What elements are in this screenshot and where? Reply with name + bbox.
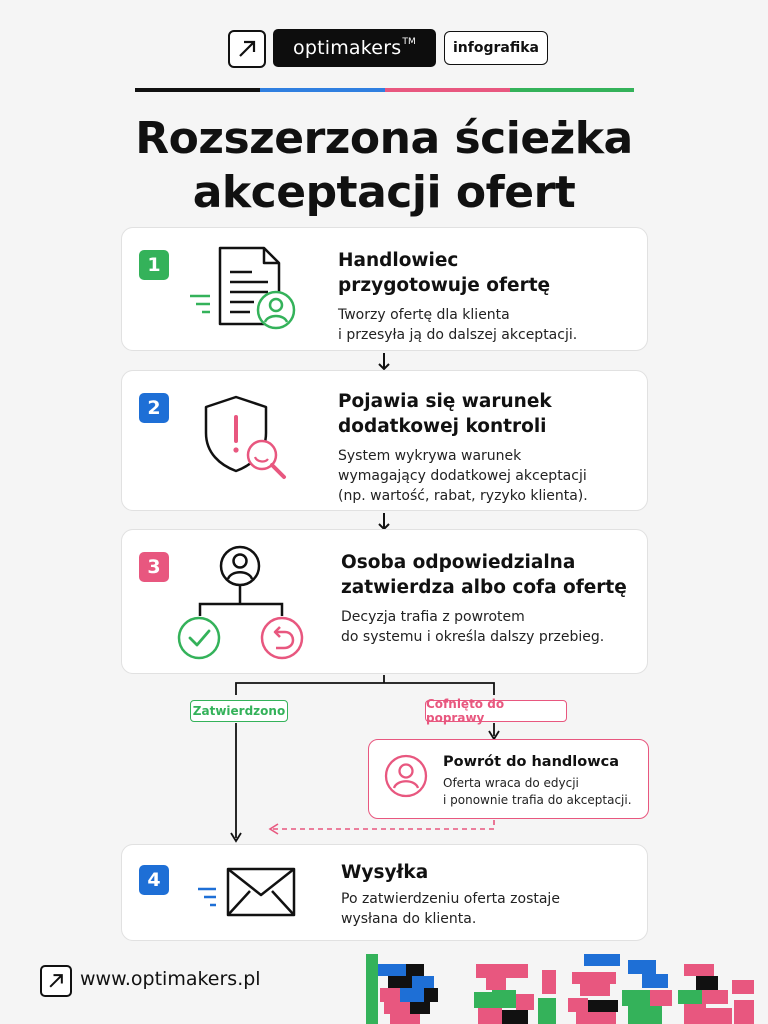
- step-card-4: [121, 844, 648, 941]
- category-tag: infografika: [444, 31, 548, 65]
- step-title-1-line-2: przygotowuje ofertę: [338, 275, 551, 296]
- step-desc-2-line-2: wymagający dodatkowej akceptacji: [338, 468, 587, 484]
- pixel-pattern-decoration: [366, 950, 754, 1024]
- step-desc-3-line-2: do systemu i określa dalszy przebieg.: [341, 629, 605, 645]
- return-card-desc-line-1: Oferta wraca do edycji: [443, 776, 579, 790]
- return-card-desc: [443, 775, 643, 809]
- title-line-1: Rozszerzona ścieżka: [135, 113, 633, 164]
- step-desc-1-line-2: i przesyła ją do dalszej akceptacji.: [338, 327, 578, 343]
- envelope-send-icon: [194, 863, 306, 923]
- return-card-desc-line-2: i ponownie trafia do akceptacji.: [443, 793, 632, 807]
- step-title-2-line-2: dodatkowej kontroli: [338, 416, 547, 437]
- user-circle-icon: [383, 753, 429, 799]
- step-badge-4: 4: [139, 865, 169, 895]
- step-desc-4: [341, 889, 641, 929]
- step-desc-2-line-1: System wykrywa warunek: [338, 448, 522, 464]
- return-to-sales-card: [368, 739, 649, 819]
- arrow-up-right-icon: [46, 971, 66, 991]
- return-card-content: [443, 752, 643, 809]
- step-title-2-line-1: Pojawia się warunek: [338, 391, 552, 412]
- step-desc-3-line-1: Decyzja trafia z powrotem: [341, 609, 525, 625]
- step-desc-2-line-3: (np. wartość, rabat, ryzyko klienta).: [338, 488, 588, 504]
- footer-url-link[interactable]: www.optimakers.pl: [80, 968, 261, 990]
- step-desc-1-line-1: Tworzy ofertę dla klienta: [338, 307, 510, 323]
- step-title-3-line-1: Osoba odpowiedzialna: [341, 552, 576, 573]
- step-title-3-line-2: zatwierdza albo cofa ofertę: [341, 577, 627, 598]
- brand-text: optimakers: [293, 37, 402, 59]
- branch-split-line: [236, 675, 494, 695]
- return-card-title: Powrót do handlowca: [443, 754, 619, 770]
- return-loop-line: [272, 820, 494, 829]
- step-badge-2: 2: [139, 393, 169, 423]
- step-desc-4-line-1: Po zatwierdzeniu oferta zostaje: [341, 891, 560, 907]
- step-badge-3: 3: [139, 552, 169, 582]
- step-title-4: Wysyłka: [341, 862, 429, 883]
- approved-label: Zatwierdzono: [190, 700, 288, 722]
- step-title-1-line-1: Handlowiec: [338, 250, 459, 271]
- title-line-2: akceptacji ofert: [192, 167, 576, 218]
- step-content-4: [341, 860, 641, 929]
- footer-logo: [40, 965, 72, 997]
- step-desc-4-line-2: wysłana do klienta.: [341, 911, 477, 927]
- returned-label: Cofnięto do poprawy: [425, 700, 567, 722]
- step-badge-1: 1: [139, 250, 169, 280]
- trademark: TM: [402, 37, 416, 47]
